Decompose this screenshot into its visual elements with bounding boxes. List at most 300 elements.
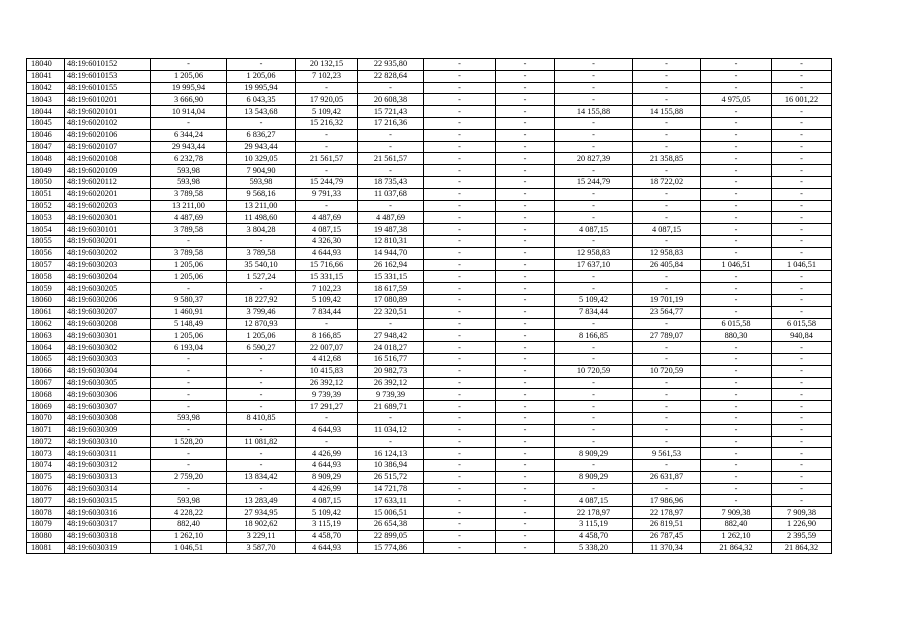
value-cell: -: [496, 507, 555, 519]
cadastral-number-cell: 48:19:6030204: [65, 271, 151, 283]
value-cell: 1 262,10: [151, 530, 227, 542]
value-cell: 15 244,79: [555, 176, 633, 188]
row-number-cell: 18055: [27, 235, 65, 247]
table-row: [27, 483, 832, 495]
cadastral-number-cell: 48:19:6030303: [65, 353, 151, 365]
value-cell: 4 228,22: [151, 507, 227, 519]
value-cell: 20 982,73: [358, 365, 424, 377]
value-cell: 7 909,38: [701, 507, 772, 519]
table-row: [27, 318, 832, 330]
value-cell: 8 909,29: [555, 471, 633, 483]
value-cell: 7 904,90: [227, 165, 296, 177]
value-cell: -: [772, 117, 832, 129]
value-cell: -: [633, 460, 701, 472]
value-cell: -: [701, 82, 772, 94]
value-cell: -: [496, 460, 555, 472]
value-cell: 9 739,39: [296, 389, 358, 401]
table-row: [27, 106, 832, 118]
value-cell: -: [424, 318, 496, 330]
value-cell: -: [772, 365, 832, 377]
value-cell: -: [772, 224, 832, 236]
row-number-cell: 18046: [27, 129, 65, 141]
value-cell: 26 392,12: [358, 377, 424, 389]
data-table: [26, 58, 832, 554]
value-cell: -: [296, 412, 358, 424]
row-number-cell: 18080: [27, 530, 65, 542]
value-cell: -: [424, 342, 496, 354]
value-cell: 6 344,24: [151, 129, 227, 141]
table-row: [27, 377, 832, 389]
value-cell: -: [424, 401, 496, 413]
value-cell: 4 458,70: [555, 530, 633, 542]
value-cell: 21 358,85: [633, 153, 701, 165]
value-cell: -: [151, 377, 227, 389]
value-cell: 17 920,05: [296, 94, 358, 106]
value-cell: -: [227, 377, 296, 389]
value-cell: 22 178,97: [555, 507, 633, 519]
value-cell: -: [633, 436, 701, 448]
value-cell: -: [227, 389, 296, 401]
row-number-cell: 18081: [27, 542, 65, 554]
value-cell: -: [633, 412, 701, 424]
value-cell: 593,98: [151, 165, 227, 177]
value-cell: -: [424, 483, 496, 495]
value-cell: 1 046,51: [151, 542, 227, 554]
value-cell: 15 331,15: [296, 271, 358, 283]
cadastral-number-cell: 48:19:6030317: [65, 519, 151, 531]
value-cell: -: [633, 483, 701, 495]
value-cell: 10 329,05: [227, 153, 296, 165]
value-cell: -: [772, 424, 832, 436]
value-cell: -: [772, 247, 832, 259]
value-cell: 11 037,68: [358, 188, 424, 200]
value-cell: 12 810,31: [358, 235, 424, 247]
value-cell: 17 637,10: [555, 259, 633, 271]
value-cell: -: [701, 106, 772, 118]
table-row: [27, 235, 832, 247]
value-cell: -: [296, 200, 358, 212]
value-cell: 5 338,20: [555, 542, 633, 554]
value-cell: 11 370,34: [633, 542, 701, 554]
value-cell: -: [227, 401, 296, 413]
value-cell: -: [555, 283, 633, 295]
value-cell: 19 995,94: [151, 82, 227, 94]
value-cell: 1 205,06: [151, 330, 227, 342]
row-number-cell: 18056: [27, 247, 65, 259]
cadastral-number-cell: 48:19:6030308: [65, 412, 151, 424]
row-number-cell: 18051: [27, 188, 65, 200]
value-cell: -: [555, 353, 633, 365]
value-cell: -: [496, 436, 555, 448]
cadastral-number-cell: 48:19:6030316: [65, 507, 151, 519]
value-cell: -: [496, 247, 555, 259]
cadastral-number-cell: 48:19:6010152: [65, 59, 151, 71]
value-cell: 18 902,62: [227, 519, 296, 531]
value-cell: -: [701, 389, 772, 401]
value-cell: -: [151, 59, 227, 71]
value-cell: -: [151, 460, 227, 472]
value-cell: -: [151, 283, 227, 295]
row-number-cell: 18063: [27, 330, 65, 342]
table-row: [27, 82, 832, 94]
value-cell: 10 914,04: [151, 106, 227, 118]
value-cell: -: [496, 306, 555, 318]
value-cell: 14 944,70: [358, 247, 424, 259]
value-cell: -: [496, 283, 555, 295]
value-cell: 5 148,49: [151, 318, 227, 330]
cadastral-number-cell: 48:19:6030318: [65, 530, 151, 542]
value-cell: 22 899,05: [358, 530, 424, 542]
value-cell: -: [772, 283, 832, 295]
value-cell: 22 828,64: [358, 70, 424, 82]
value-cell: -: [496, 353, 555, 365]
value-cell: -: [633, 318, 701, 330]
value-cell: 17 080,89: [358, 294, 424, 306]
value-cell: 4 644,93: [296, 247, 358, 259]
row-number-cell: 18068: [27, 389, 65, 401]
value-cell: -: [496, 377, 555, 389]
value-cell: -: [151, 365, 227, 377]
value-cell: -: [701, 224, 772, 236]
value-cell: -: [701, 483, 772, 495]
cadastral-number-cell: 48:19:6030306: [65, 389, 151, 401]
value-cell: -: [772, 129, 832, 141]
value-cell: -: [496, 259, 555, 271]
value-cell: -: [701, 271, 772, 283]
cadastral-number-cell: 48:19:6020101: [65, 106, 151, 118]
cadastral-number-cell: 48:19:6030304: [65, 365, 151, 377]
value-cell: -: [701, 141, 772, 153]
value-cell: 593,98: [151, 412, 227, 424]
value-cell: -: [772, 377, 832, 389]
table-row: [27, 460, 832, 472]
value-cell: -: [633, 212, 701, 224]
value-cell: 4 644,93: [296, 460, 358, 472]
value-cell: 6 232,78: [151, 153, 227, 165]
value-cell: -: [772, 271, 832, 283]
value-cell: -: [555, 129, 633, 141]
value-cell: 35 540,10: [227, 259, 296, 271]
value-cell: -: [424, 94, 496, 106]
value-cell: -: [633, 353, 701, 365]
table-row: [27, 165, 832, 177]
value-cell: -: [633, 70, 701, 82]
cadastral-number-cell: 48:19:6030207: [65, 306, 151, 318]
value-cell: 12 958,83: [555, 247, 633, 259]
value-cell: 1 527,24: [227, 271, 296, 283]
value-cell: 8 166,85: [296, 330, 358, 342]
value-cell: -: [424, 212, 496, 224]
value-cell: -: [555, 94, 633, 106]
value-cell: -: [496, 318, 555, 330]
table-row: [27, 495, 832, 507]
value-cell: -: [772, 436, 832, 448]
value-cell: -: [424, 259, 496, 271]
value-cell: -: [633, 188, 701, 200]
value-cell: 21 689,71: [358, 401, 424, 413]
table-row: [27, 94, 832, 106]
value-cell: -: [424, 200, 496, 212]
row-number-cell: 18045: [27, 117, 65, 129]
value-cell: -: [424, 283, 496, 295]
value-cell: 21 864,32: [701, 542, 772, 554]
value-cell: 22 178,97: [633, 507, 701, 519]
value-cell: 4 426,99: [296, 483, 358, 495]
row-number-cell: 18070: [27, 412, 65, 424]
table-row: [27, 117, 832, 129]
cadastral-number-cell: 48:19:6030201: [65, 235, 151, 247]
value-cell: -: [633, 94, 701, 106]
value-cell: 18 735,43: [358, 176, 424, 188]
value-cell: -: [496, 330, 555, 342]
row-number-cell: 18071: [27, 424, 65, 436]
value-cell: -: [772, 200, 832, 212]
value-cell: 11 034,12: [358, 424, 424, 436]
value-cell: 20 608,38: [358, 94, 424, 106]
value-cell: -: [701, 436, 772, 448]
row-number-cell: 18075: [27, 471, 65, 483]
value-cell: -: [701, 412, 772, 424]
value-cell: -: [772, 412, 832, 424]
value-cell: -: [424, 530, 496, 542]
cadastral-number-cell: 48:19:6030305: [65, 377, 151, 389]
value-cell: -: [772, 212, 832, 224]
row-number-cell: 18042: [27, 82, 65, 94]
value-cell: 6 043,35: [227, 94, 296, 106]
value-cell: -: [424, 471, 496, 483]
value-cell: -: [227, 460, 296, 472]
value-cell: 1 205,06: [151, 70, 227, 82]
value-cell: 22 320,51: [358, 306, 424, 318]
value-cell: -: [358, 82, 424, 94]
value-cell: -: [296, 165, 358, 177]
table-row: [27, 224, 832, 236]
value-cell: 882,40: [701, 519, 772, 531]
value-cell: -: [296, 82, 358, 94]
row-number-cell: 18053: [27, 212, 65, 224]
value-cell: -: [358, 165, 424, 177]
value-cell: 593,98: [151, 495, 227, 507]
value-cell: -: [424, 176, 496, 188]
value-cell: 4 487,69: [358, 212, 424, 224]
value-cell: -: [633, 129, 701, 141]
value-cell: -: [496, 448, 555, 460]
value-cell: -: [633, 165, 701, 177]
value-cell: 5 109,42: [296, 294, 358, 306]
value-cell: -: [701, 70, 772, 82]
cadastral-number-cell: 48:19:6030310: [65, 436, 151, 448]
value-cell: 940,84: [772, 330, 832, 342]
value-cell: -: [424, 224, 496, 236]
value-cell: 5 109,42: [296, 507, 358, 519]
value-cell: 26 654,38: [358, 519, 424, 531]
table-row: [27, 365, 832, 377]
value-cell: -: [496, 224, 555, 236]
value-cell: -: [424, 448, 496, 460]
row-number-cell: 18052: [27, 200, 65, 212]
table-row: [27, 471, 832, 483]
value-cell: -: [701, 117, 772, 129]
value-cell: -: [424, 377, 496, 389]
value-cell: -: [496, 412, 555, 424]
value-cell: -: [701, 365, 772, 377]
value-cell: 29 943,44: [151, 141, 227, 153]
value-cell: 18 722,02: [633, 176, 701, 188]
cadastral-number-cell: 48:19:6030302: [65, 342, 151, 354]
value-cell: -: [701, 200, 772, 212]
value-cell: -: [424, 353, 496, 365]
cadastral-number-cell: 48:19:6030315: [65, 495, 151, 507]
value-cell: -: [701, 188, 772, 200]
value-cell: -: [424, 294, 496, 306]
value-cell: -: [555, 401, 633, 413]
cadastral-number-cell: 48:19:6030309: [65, 424, 151, 436]
table-row: [27, 401, 832, 413]
value-cell: -: [772, 141, 832, 153]
value-cell: -: [296, 129, 358, 141]
value-cell: 26 819,51: [633, 519, 701, 531]
row-number-cell: 18062: [27, 318, 65, 330]
value-cell: -: [701, 129, 772, 141]
value-cell: 21 561,57: [358, 153, 424, 165]
row-number-cell: 18079: [27, 519, 65, 531]
value-cell: 11 498,60: [227, 212, 296, 224]
value-cell: -: [424, 117, 496, 129]
value-cell: -: [496, 188, 555, 200]
value-cell: -: [151, 117, 227, 129]
value-cell: -: [358, 141, 424, 153]
value-cell: 1 205,06: [151, 271, 227, 283]
value-cell: -: [424, 412, 496, 424]
value-cell: 4 326,30: [296, 235, 358, 247]
value-cell: 4 487,69: [296, 212, 358, 224]
table-row: [27, 212, 832, 224]
value-cell: -: [496, 141, 555, 153]
value-cell: 27 948,42: [358, 330, 424, 342]
value-cell: 26 162,94: [358, 259, 424, 271]
value-cell: 21 864,32: [772, 542, 832, 554]
value-cell: 6 015,58: [701, 318, 772, 330]
value-cell: 15 721,43: [358, 106, 424, 118]
row-number-cell: 18054: [27, 224, 65, 236]
value-cell: 3 587,70: [227, 542, 296, 554]
value-cell: -: [496, 530, 555, 542]
value-cell: -: [496, 82, 555, 94]
value-cell: 4 644,93: [296, 542, 358, 554]
value-cell: -: [496, 235, 555, 247]
row-number-cell: 18061: [27, 306, 65, 318]
value-cell: -: [496, 70, 555, 82]
value-cell: -: [555, 70, 633, 82]
value-cell: -: [151, 353, 227, 365]
value-cell: -: [772, 235, 832, 247]
value-cell: -: [227, 59, 296, 71]
value-cell: -: [772, 471, 832, 483]
value-cell: 4 087,15: [633, 224, 701, 236]
value-cell: -: [227, 483, 296, 495]
value-cell: -: [633, 59, 701, 71]
cadastral-number-cell: 48:19:6020106: [65, 129, 151, 141]
table-row: [27, 530, 832, 542]
row-number-cell: 18072: [27, 436, 65, 448]
value-cell: -: [424, 70, 496, 82]
row-number-cell: 18074: [27, 460, 65, 472]
value-cell: -: [555, 460, 633, 472]
value-cell: 4 975,05: [701, 94, 772, 106]
value-cell: -: [496, 271, 555, 283]
table-row: [27, 330, 832, 342]
value-cell: 2 395,59: [772, 530, 832, 542]
value-cell: -: [555, 59, 633, 71]
value-cell: -: [496, 106, 555, 118]
value-cell: 26 515,72: [358, 471, 424, 483]
table-row: [27, 176, 832, 188]
value-cell: 17 633,11: [358, 495, 424, 507]
value-cell: -: [151, 483, 227, 495]
value-cell: -: [555, 212, 633, 224]
value-cell: 9 580,37: [151, 294, 227, 306]
table-row: [27, 436, 832, 448]
value-cell: 21 561,57: [296, 153, 358, 165]
value-cell: 16 516,77: [358, 353, 424, 365]
value-cell: 22 007,07: [296, 342, 358, 354]
value-cell: -: [555, 424, 633, 436]
value-cell: -: [555, 377, 633, 389]
value-cell: 20 827,39: [555, 153, 633, 165]
value-cell: 1 046,51: [701, 259, 772, 271]
value-cell: 1 205,06: [151, 259, 227, 271]
row-number-cell: 18078: [27, 507, 65, 519]
value-cell: -: [424, 542, 496, 554]
table-row: [27, 342, 832, 354]
value-cell: -: [227, 365, 296, 377]
table-row: [27, 200, 832, 212]
value-cell: 13 543,68: [227, 106, 296, 118]
value-cell: -: [358, 412, 424, 424]
value-cell: -: [424, 82, 496, 94]
value-cell: -: [424, 106, 496, 118]
value-cell: -: [151, 401, 227, 413]
value-cell: -: [772, 176, 832, 188]
value-cell: 20 132,15: [296, 59, 358, 71]
cadastral-number-cell: 48:19:6010155: [65, 82, 151, 94]
value-cell: 10 720,59: [633, 365, 701, 377]
value-cell: 10 386,94: [358, 460, 424, 472]
value-cell: -: [496, 401, 555, 413]
value-cell: 15 774,86: [358, 542, 424, 554]
row-number-cell: 18077: [27, 495, 65, 507]
cadastral-number-cell: 48:19:6030312: [65, 460, 151, 472]
cadastral-number-cell: 48:19:6020203: [65, 200, 151, 212]
value-cell: -: [772, 448, 832, 460]
value-cell: -: [555, 389, 633, 401]
value-cell: -: [633, 200, 701, 212]
value-cell: -: [555, 436, 633, 448]
value-cell: -: [701, 495, 772, 507]
cadastral-number-cell: 48:19:6020301: [65, 212, 151, 224]
value-cell: -: [772, 294, 832, 306]
value-cell: 6 015,58: [772, 318, 832, 330]
row-number-cell: 18067: [27, 377, 65, 389]
table-row: [27, 507, 832, 519]
value-cell: -: [633, 342, 701, 354]
value-cell: -: [772, 460, 832, 472]
table-row: [27, 70, 832, 82]
value-cell: -: [227, 283, 296, 295]
value-cell: 4 412,68: [296, 353, 358, 365]
value-cell: -: [555, 141, 633, 153]
value-cell: 8 410,85: [227, 412, 296, 424]
